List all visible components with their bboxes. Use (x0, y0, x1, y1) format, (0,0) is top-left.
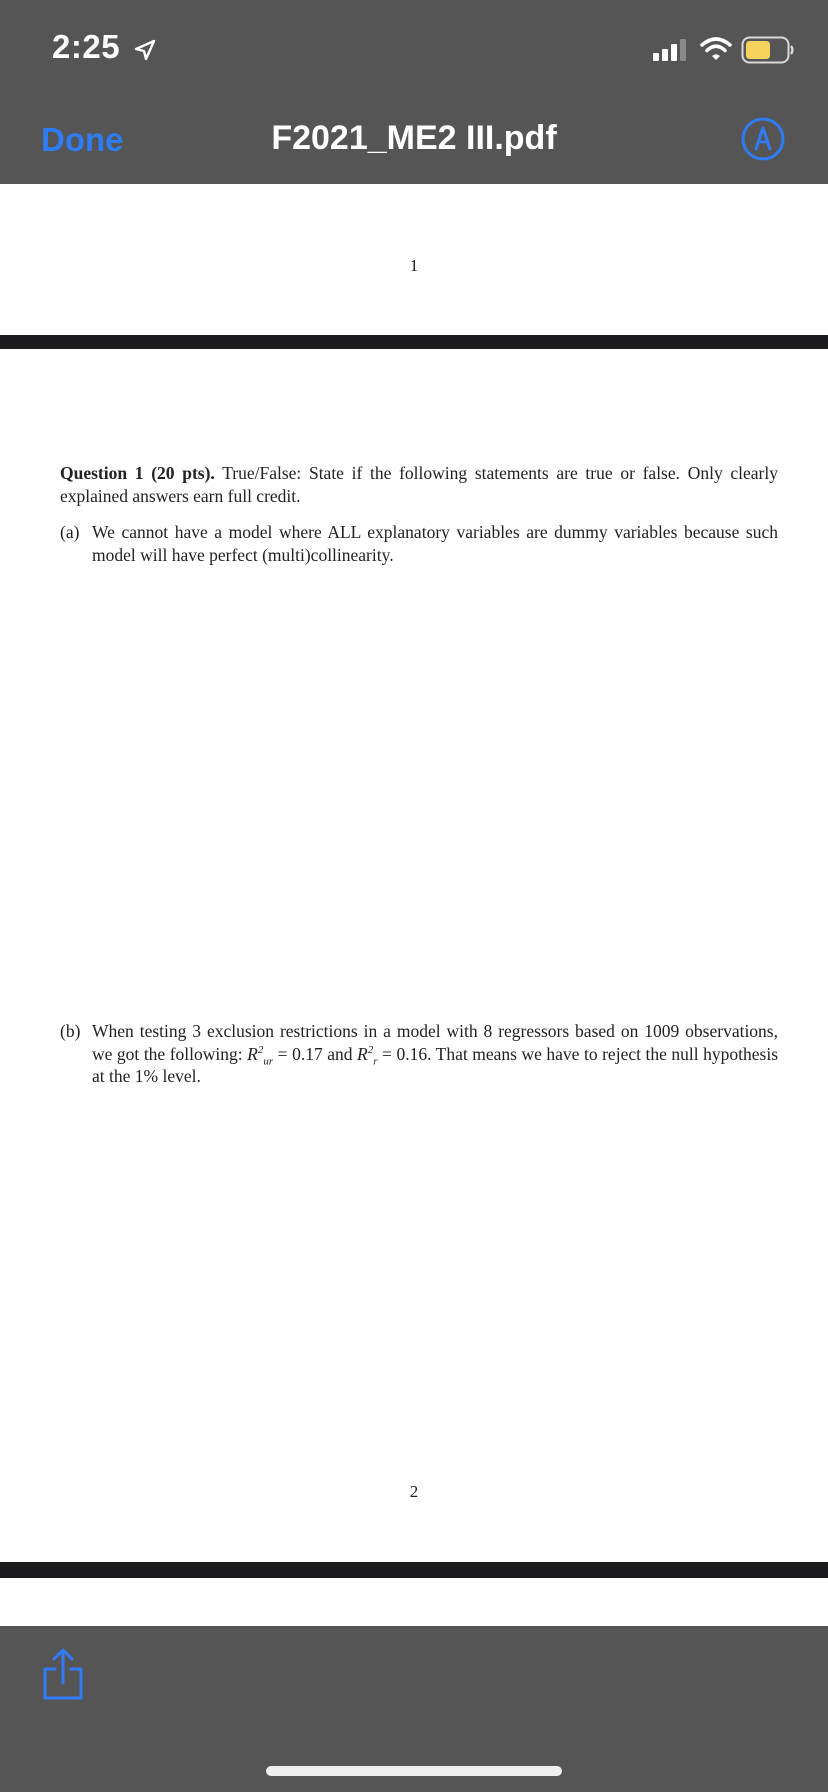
done-button[interactable]: Done (41, 121, 124, 158)
item-b-text-after: = 0.16. That means we have to reject the null hypothesis at the 1% level. (92, 1043, 779, 1086)
page-2-number: 2 (409, 1482, 419, 1501)
r-squared-ur-sub: ur (263, 1055, 274, 1067)
page-separator (0, 1562, 828, 1578)
r-squared-r-sub: r (373, 1055, 378, 1067)
page-separator (0, 335, 828, 349)
item-b-label: (b) (60, 1021, 81, 1041)
question-item-b (60, 1020, 778, 1088)
battery-icon (741, 36, 795, 64)
share-icon[interactable] (40, 1647, 86, 1701)
question-1 (60, 462, 778, 508)
status-time: 2:25 (52, 28, 121, 65)
page-1-number: 1 (409, 256, 419, 275)
cellular-signal-icon (652, 38, 690, 62)
document-title: F2021_ME2 III.pdf (271, 119, 557, 157)
wifi-icon (700, 36, 732, 62)
r-squared-r-symbol: R (357, 1043, 368, 1064)
r-squared-ur-symbol: R (247, 1043, 258, 1064)
navigation-bar (0, 92, 828, 184)
question-heading: Question 1 (20 pts). (60, 463, 215, 483)
r-squared-ur-sup: 2 (257, 1043, 264, 1056)
item-a-text: We cannot have a model where ALL explanatory variables are dummy variables because such model will have perfect (multi)collinearity. (92, 522, 778, 565)
r-squared-ur-value: = 0.17 and (273, 1043, 358, 1064)
home-indicator[interactable] (266, 1766, 562, 1776)
r-squared-r-sup: 2 (367, 1043, 374, 1056)
item-b-text (92, 1020, 778, 1088)
markup-pen-icon[interactable] (740, 116, 786, 162)
question-instructions: True/False: State if the following statements are true or false. Only clearly explained answers earn full credit. (60, 463, 778, 506)
pdf-viewer[interactable] (0, 184, 828, 1626)
location-arrow-icon (133, 38, 157, 62)
item-a-label: (a) (60, 522, 80, 542)
question-item-a (60, 521, 778, 566)
item-b-text-before: When testing 3 exclusion restrictions in a model with 8 regressors based on 1009 observations, we got the following: (92, 1021, 778, 1064)
